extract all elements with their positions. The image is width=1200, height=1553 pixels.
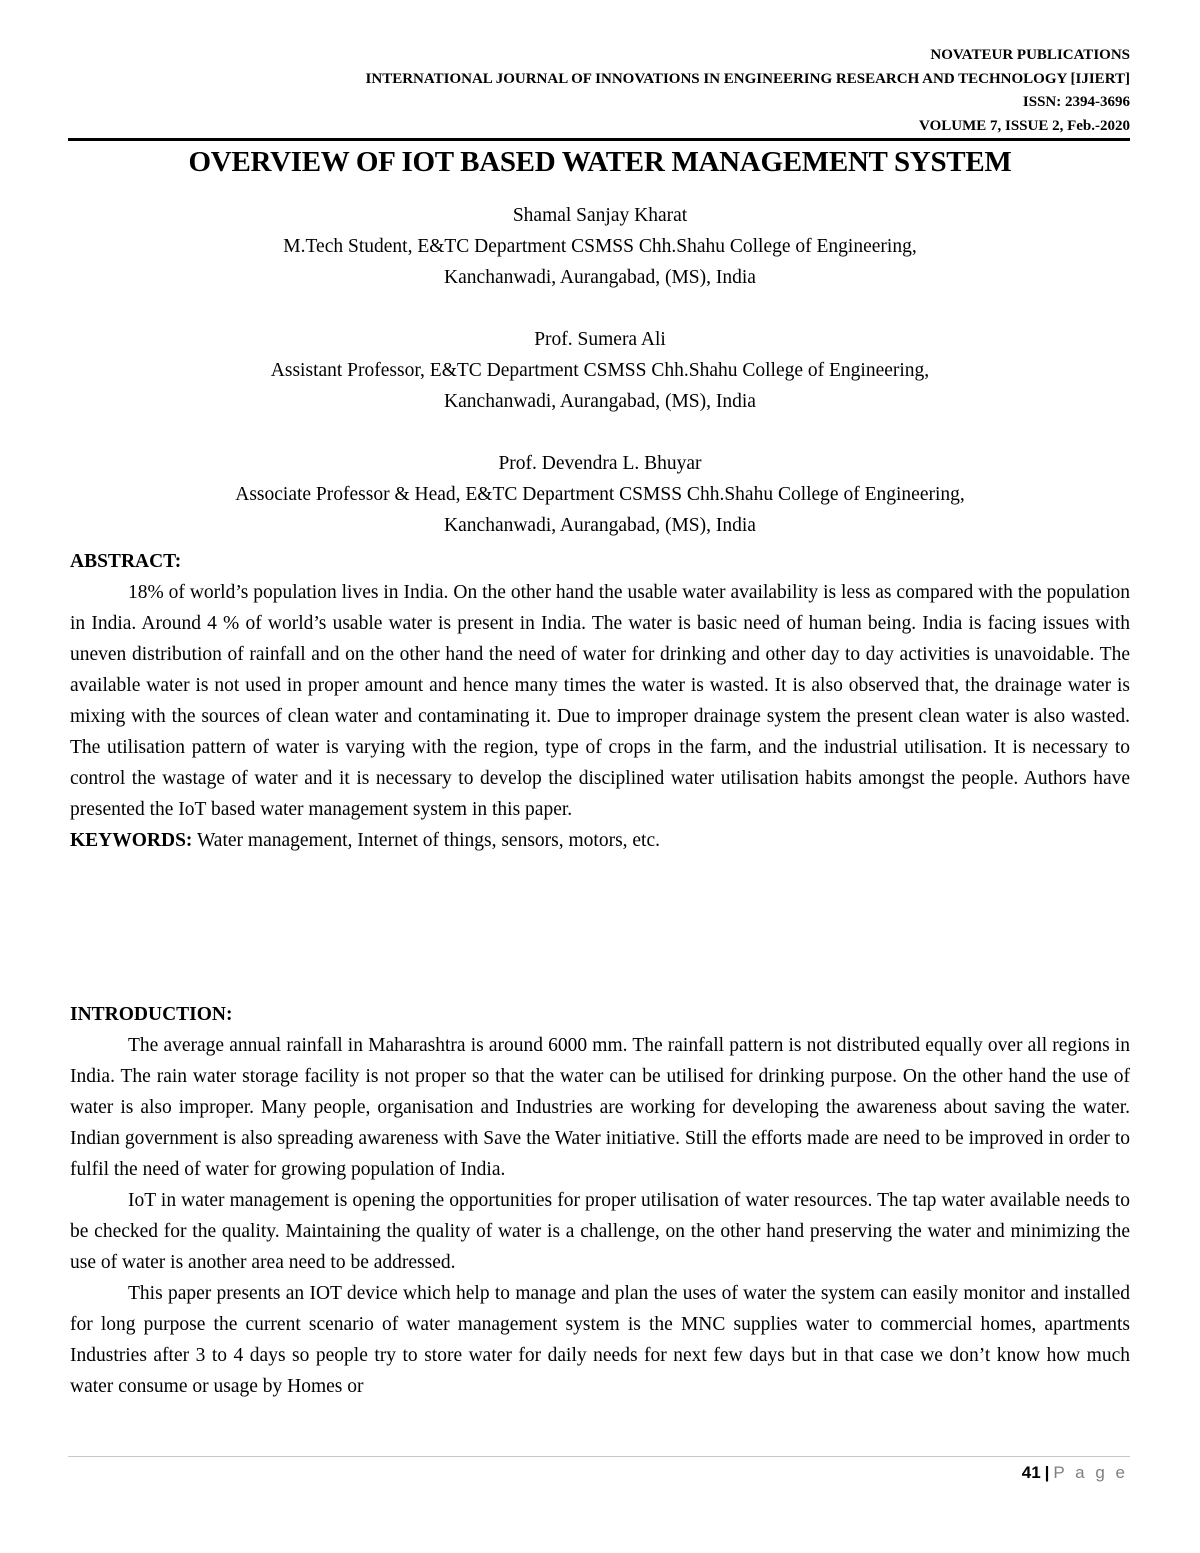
author-1 — [0, 200, 1200, 293]
author-location: Kanchanwadi, Aurangabad, (MS), India — [444, 267, 756, 288]
footer-separator: | — [1044, 1463, 1050, 1482]
author-location: Kanchanwadi, Aurangabad, (MS), India — [444, 515, 756, 536]
keywords-text: Water management, Internet of things, sensors, motors, etc. — [192, 830, 661, 851]
author-3 — [0, 448, 1200, 541]
author-list — [0, 200, 1200, 541]
introduction-heading: INTRODUCTION: — [70, 1004, 233, 1025]
abstract-text: 18% of world’s population lives in India. On the other hand the usable water availability is less as compared with the population in India. Around 4 % of world’s usable water is present in India. The water is basic need of human being. India is facing issues with uneven distribution of rainfall and on the other hand the need of water for drinking and other day to day activities is unavoidable. The available water is not used in proper amount and hence many times the water is wasted. It is also observed that, the drainage water is mixing with the sources of clean water and contaminating it. Due to improper drainage system the present clean water is also wasted. The utilisation pattern of water is varying with the region, type of crops in the farm, and the industrial utilisation. It is necessary to control the wastage of water and it is necessary to develop the disciplined water utilisation habits amongst the people. Authors have presented the IoT based water management system in this paper. — [70, 582, 1130, 820]
author-location: Kanchanwadi, Aurangabad, (MS), India — [444, 391, 756, 412]
abstract-section — [70, 546, 1130, 856]
abstract-heading: ABSTRACT: — [70, 551, 182, 572]
page-number: 41 — [1021, 1463, 1041, 1482]
keywords — [70, 825, 1130, 856]
author-2 — [0, 324, 1200, 417]
author-name: Prof. Sumera Ali — [534, 329, 666, 350]
publisher-name: NOVATEUR PUBLICATIONS — [930, 47, 1130, 63]
introduction-section — [70, 999, 1130, 1402]
author-name: Shamal Sanjay Kharat — [512, 205, 688, 226]
author-name: Prof. Devendra L. Bhuyar — [498, 453, 702, 474]
introduction-paragraph: The average annual rainfall in Maharashtra is around 6000 mm. The rainfall pattern is not distributed equally over all regions in India. The rain water storage facility is not proper so that the water can be utilised for drinking purpose. On the other hand the use of water is also improper. Many people, organisation and Industries are working for developing the awareness about saving the water. Indian government is also spreading awareness with Save the Water initiative. Still the efforts made are need to be improved in order to fulfil the need of water for growing population of India. — [70, 1035, 1130, 1180]
issn: ISSN: 2394-3696 — [1022, 94, 1130, 110]
footer-divider — [68, 1456, 1130, 1457]
keywords-label: KEYWORDS: — [70, 830, 193, 851]
journal-name: INTERNATIONAL JOURNAL OF INNOVATIONS IN ENGINEERING RESEARCH AND TECHNOLOGY [IJIERT] — [365, 70, 1130, 87]
paper-title: OVERVIEW OF IOT BASED WATER MANAGEMENT SYSTEM — [188, 146, 1012, 178]
journal-header — [366, 44, 1130, 138]
header-divider — [68, 138, 1130, 141]
page-footer — [1022, 1462, 1128, 1484]
introduction-paragraph: IoT in water management is opening the opportunities for proper utilisation of water resources. The tap water available needs to be checked for the quality. Maintaining the quality of water is a challenge, on the other hand preserving the water and minimizing the use of water is another area need to be addressed. — [70, 1190, 1130, 1273]
author-affiliation: M.Tech Student, E&TC Department CSMSS Chh.Shahu College of Engineering, — [283, 236, 917, 257]
introduction-paragraph: This paper presents an IOT device which help to manage and plan the uses of water the system can easily monitor and installed for long purpose the current scenario of water management system is the MNC supplies water to commercial homes, apartments Industries after 3 to 4 days so people try to store water for daily needs for next few days but in that case we don’t know how much water consume or usage by Homes or — [70, 1283, 1130, 1397]
author-affiliation: Associate Professor & Head, E&TC Department CSMSS Chh.Shahu College of Engineering, — [235, 484, 965, 505]
author-affiliation: Assistant Professor, E&TC Department CSMSS Chh.Shahu College of Engineering, — [270, 360, 930, 381]
page-label: P a g e — [1053, 1463, 1128, 1482]
volume-issue: VOLUME 7, ISSUE 2, Feb.-2020 — [919, 117, 1130, 134]
